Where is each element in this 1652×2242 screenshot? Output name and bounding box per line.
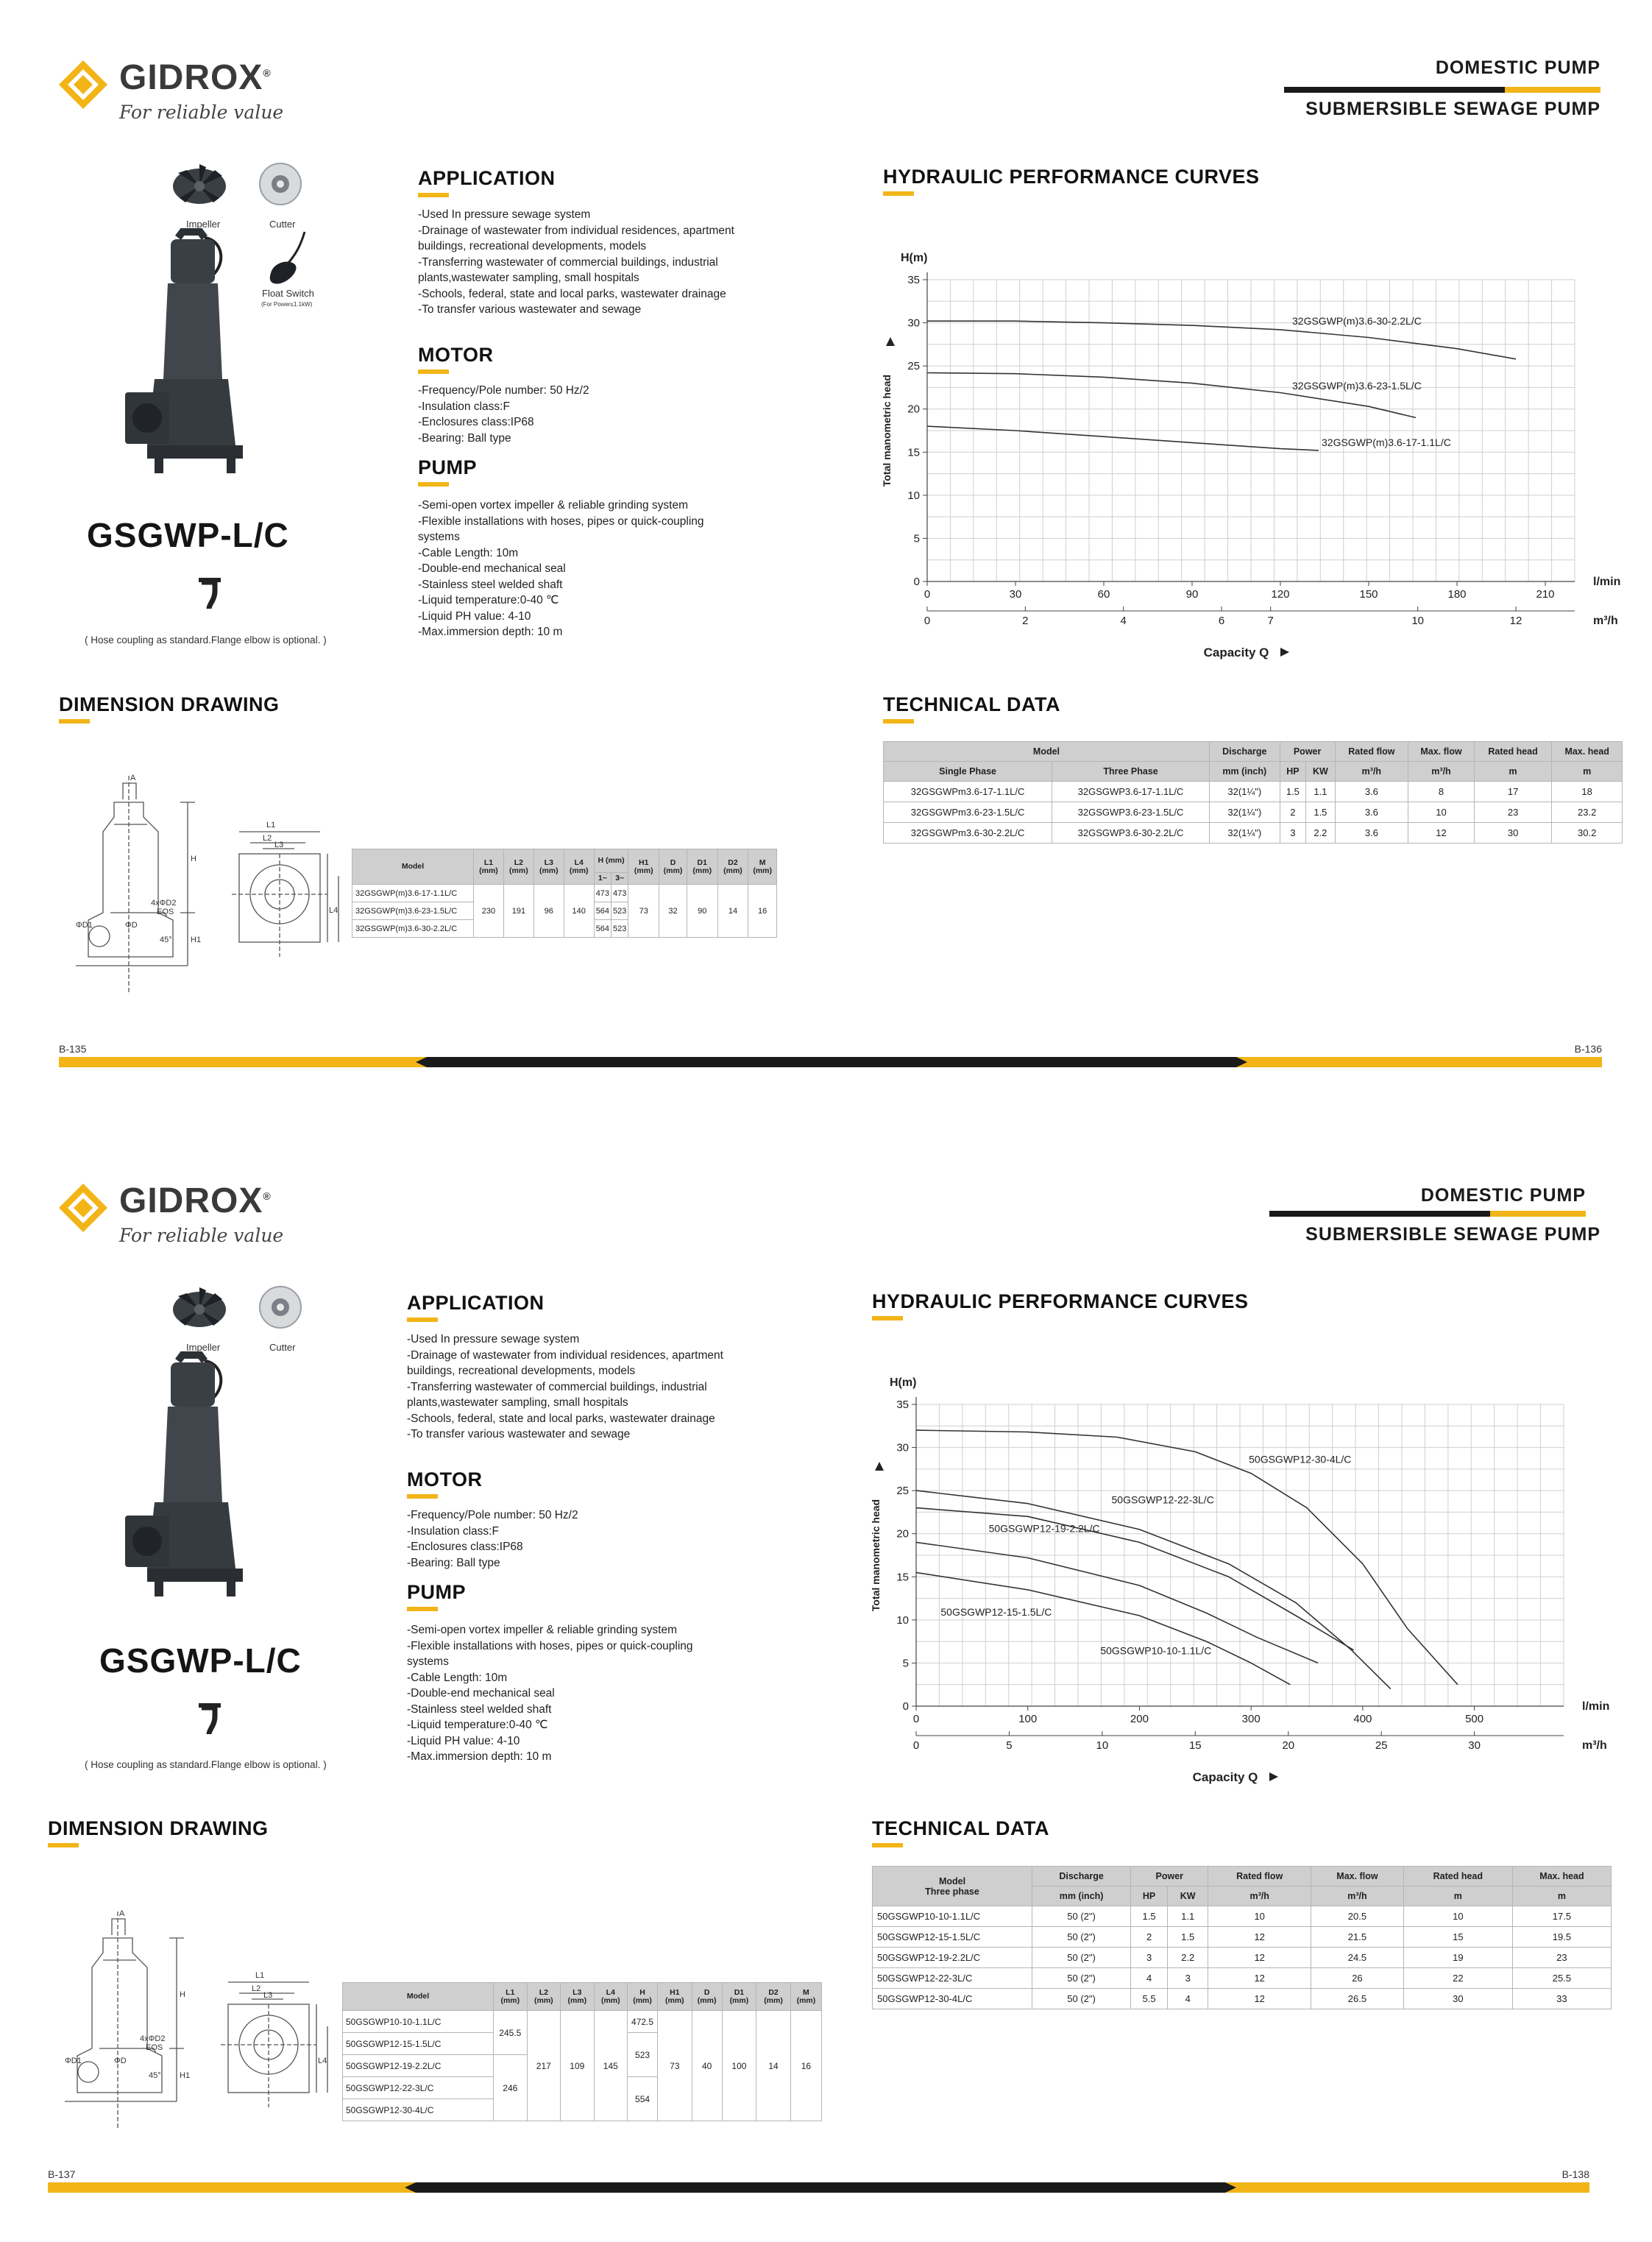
col-h: H (mm) (628, 1983, 658, 2011)
header-divider (1269, 1211, 1586, 1217)
brand-tagline: For reliable value (119, 1225, 284, 1246)
dim-label-d1: ΦD1 (76, 921, 93, 930)
motor-underline (418, 369, 449, 374)
dimension-table (352, 849, 777, 938)
table-row: 50GSGWP10-10-1.1L/C 245.5 217 109 145 472.5 73 40 100 14 16 (343, 2011, 822, 2033)
x-arrow-icon (1269, 1772, 1278, 1781)
x-tick-label: 100 (1018, 1713, 1038, 1725)
motor-list: -Frequency/Pole number: 50 Hz/2 -Insulation class:F -Enclosures class:IP68 -Bearing: Ball type (407, 1509, 578, 1569)
header-subcategory: SUBMERSIBLE SEWAGE PUMP (1305, 1224, 1600, 1245)
x-tick-label: 300 (1241, 1713, 1261, 1725)
impeller-image (171, 1284, 228, 1330)
motor-list: -Frequency/Pole number: 50 Hz/2 -Insulation class:F -Enclosures class:IP68 -Bearing: Ball type (418, 384, 589, 445)
page-number-left: B-137 (48, 2168, 76, 2180)
y-tick-label: 25 (896, 1485, 909, 1498)
col-l1: L1 (mm) (494, 1983, 528, 2011)
dim-label-l4: L4 (329, 906, 338, 915)
col-l1: L1 (mm) (474, 849, 504, 885)
dim-label-deg: 45° (149, 2071, 161, 2080)
col-d1: D1 (mm) (687, 849, 717, 885)
series-label: 50GSGWP12-15-1.5L/C (940, 1606, 1052, 1618)
dim-label-d1: ΦD1 (65, 2057, 82, 2065)
header-category: DOMESTIC PUMP (1420, 1185, 1586, 1206)
x-axis-title: Capacity Q (1192, 1770, 1258, 1784)
y-axis-title: Total manometric head (870, 1499, 882, 1612)
dim-label-l4: L4 (318, 2057, 327, 2065)
motor-heading: MOTOR (407, 1468, 483, 1490)
model-title: GSGWP-L/C (99, 1641, 302, 1680)
header-category: DOMESTIC PUMP (1435, 57, 1600, 78)
table-row: 32GSGWP(m)3.6-17-1.1L/C 230 191 96 140 473 473 73 32 90 14 16 (352, 885, 777, 902)
chart-group (870, 1376, 1609, 1784)
col-m: M (mm) (748, 849, 777, 885)
dimension-heading: DIMENSION DRAWING (59, 693, 280, 715)
float-switch-image (266, 232, 309, 289)
techdata-heading: TECHNICAL DATA (883, 693, 1060, 715)
x2-tick-label: 12 (1509, 615, 1522, 627)
x-tick-label: 150 (1359, 588, 1378, 601)
cutter-image (258, 161, 303, 207)
col-h1: H1 (mm) (658, 1983, 692, 2011)
application-underline (407, 1318, 438, 1322)
x-arrow-icon (1280, 648, 1289, 657)
hose-coupling-icon (199, 578, 225, 610)
x-tick-label: 90 (1185, 588, 1199, 601)
x2-tick-label: 20 (1282, 1739, 1295, 1752)
col-model: Model (343, 1983, 494, 2011)
model-title: GSGWP-L/C (87, 516, 289, 554)
dim-label-l3: L3 (274, 841, 284, 849)
x2-tick-label: 10 (1096, 1739, 1109, 1752)
col-l4: L4 (mm) (594, 1983, 627, 2011)
series-label: 32GSGWP(m)3.6-17-1.1L/C (1322, 436, 1451, 449)
pump-heading: PUMP (407, 1581, 467, 1603)
dimension-table (342, 1982, 822, 2121)
application-underline (418, 193, 449, 197)
x2-tick-label: 4 (1120, 615, 1127, 627)
y-tick-label: 25 (907, 360, 920, 373)
series-line (916, 1572, 1290, 1684)
y-tick-label: 20 (907, 403, 920, 416)
page-number-right: B-138 (1561, 2168, 1589, 2180)
application-heading: APPLICATION (418, 167, 556, 189)
col-l2: L2 (mm) (503, 849, 533, 885)
table-row: 50GSGWP12-30-4L/C (343, 2099, 822, 2121)
x-unit-label: l/min (1593, 576, 1621, 588)
col-model: Model (352, 849, 474, 885)
cutter-image (258, 1284, 303, 1330)
impeller-label: Impeller (186, 219, 221, 230)
table-row: 32GSGWP(m)3.6-23-1.5L/C 564 523 (352, 902, 777, 920)
dim-label-l1: L1 (266, 821, 276, 830)
col-h-single: 1~ (594, 873, 611, 885)
y-unit-label: H(m) (901, 252, 928, 264)
table-row: 50GSGWP10-10-1.1L/C 50 (2") 1.5 1.1 10 20.5 10 17.5 (873, 1906, 1612, 1927)
y-tick-label: 30 (896, 1441, 909, 1454)
pump-list: -Semi-open vortex impeller & reliable grinding system -Flexible installations with hoses, pipes or quick-coupling systems -Cable Length: 10m -Double-end mechanical seal -Stainless steel welded shaft -Liquid temperature:0-40 ℃ -Liquid PH value: 4-10 -Max.immersion depth: 10 m (407, 1624, 693, 1763)
chart-group (881, 252, 1620, 659)
dim-label-d: ΦD (114, 2057, 127, 2065)
col-m: M (mm) (790, 1983, 821, 2011)
footer-bar (48, 2182, 1589, 2193)
technical-data-table: Model Three phase Discharge Power Rated flow Max. flow Rated head Max. head mm (inch) HP KW m³/h m³/h m m 50GSGWP10-10-1.1L/C 50 (2") 1.5 1.1 10 20.5 10 17.5 50GSGWP12-15-1.5L/C 50 (2") 2 1.5 12 21.5 15 19.5 50GSGWP12-19-2.2L/C 50 (2") 3 2.2 12 24.5 19 23 50GSGWP12-22-3L/C 50 (2") 4 3 12 26 22 25.5 50GSGWP12-30-4L/C 50 (2") 5.5 4 12 26.5 30 33 (872, 1866, 1612, 2009)
curves-underline (872, 1316, 903, 1320)
table-row: 32GSGWP(m)3.6-30-2.2L/C 564 523 (352, 920, 777, 938)
x-tick-label: 60 (1097, 588, 1110, 601)
x2-tick-label: 5 (1006, 1739, 1013, 1752)
techdata-heading: TECHNICAL DATA (872, 1817, 1049, 1839)
pump-image (125, 1355, 265, 1605)
dim-label-a: A (130, 774, 136, 782)
x-tick-label: 120 (1271, 588, 1290, 601)
dimension-underline (59, 719, 90, 724)
catalog-spread-2 (0, 1121, 1652, 2242)
application-heading: APPLICATION (407, 1292, 545, 1314)
col-d: D (mm) (692, 1983, 722, 2011)
dim-label-deg: 45° (160, 936, 172, 944)
col-d: D (mm) (659, 849, 687, 885)
col-h-three: 3~ (611, 873, 628, 885)
col-h: H (mm) (594, 849, 628, 873)
col-l4: L4 (mm) (564, 849, 594, 885)
brand-name: GIDROX® (119, 58, 272, 97)
dim-label-d2: 4xΦD2 (140, 2034, 166, 2043)
x-tick-label: 0 (924, 588, 931, 601)
series-line (927, 321, 1516, 359)
y-arrow-icon (875, 1462, 884, 1471)
col-l3: L3 (mm) (533, 849, 564, 885)
dimension-drawing (59, 1909, 338, 2129)
col-d1: D1 (mm) (722, 1983, 756, 2011)
x-tick-label: 200 (1130, 1713, 1149, 1725)
x2-tick-label: 6 (1218, 615, 1225, 627)
dim-label-h1: H1 (191, 936, 202, 944)
table-row: 32GSGWPm3.6-23-1.5L/C 32GSGWP3.6-23-1.5L/C 32(1¼") 2 1.5 3.6 10 23 23.2 (884, 802, 1623, 823)
x2-unit-label: m³/h (1593, 615, 1618, 627)
x-unit-label: l/min (1582, 1700, 1610, 1713)
table-row: 50GSGWP12-22-3L/C 50 (2") 4 3 12 26 22 25.5 (873, 1968, 1612, 1989)
y-tick-label: 15 (907, 446, 920, 459)
cutter-label: Cutter (269, 1342, 296, 1353)
dim-label-d: ΦD (125, 921, 138, 930)
y-arrow-icon (886, 337, 895, 346)
dim-label-h: H (191, 855, 196, 863)
series-label: 50GSGWP10-10-1.1L/C (1100, 1644, 1212, 1657)
dimension-heading: DIMENSION DRAWING (48, 1817, 269, 1839)
pump-list: -Semi-open vortex impeller & reliable grinding system -Flexible installations with hoses, pipes or quick-coupling systems -Cable Length: 10m -Double-end mechanical seal -Stainless steel welded shaft -Liquid temperature:0-40 ℃ -Liquid PH value: 4-10 -Max.immersion depth: 10 m (418, 499, 704, 638)
y-tick-label: 0 (902, 1700, 909, 1713)
x2-tick-label: 10 (1411, 615, 1425, 627)
table-row: 32GSGWPm3.6-17-1.1L/C 32GSGWP3.6-17-1.1L/C 32(1¼") 1.5 1.1 3.6 8 17 18 (884, 782, 1623, 802)
dim-label-h: H (180, 1990, 185, 1999)
hose-coupling-icon (199, 1703, 225, 1736)
float-switch-label: Float Switch (262, 288, 314, 299)
coupling-note: ( Hose coupling as standard.Flange elbow is optional. ) (85, 634, 327, 646)
table-row: 32GSGWPm3.6-30-2.2L/C 32GSGWP3.6-30-2.2L/C 32(1¼") 3 2.2 3.6 12 30 30.2 (884, 823, 1623, 844)
product-image-area (110, 158, 346, 504)
brand-name: GIDROX® (119, 1181, 272, 1220)
x-tick-label: 180 (1447, 588, 1467, 601)
x2-unit-label: m³/h (1582, 1739, 1607, 1752)
pump-heading: PUMP (418, 456, 478, 478)
table-row: 50GSGWP12-19-2.2L/C 50 (2") 3 2.2 12 24.5 19 23 (873, 1948, 1612, 1968)
brand-tagline: For reliable value (119, 102, 284, 123)
motor-underline (407, 1494, 438, 1499)
col-d2: D2 (mm) (756, 1983, 791, 2011)
series-label: 32GSGWP(m)3.6-23-1.5L/C (1292, 379, 1422, 392)
series-label: 50GSGWP12-30-4L/C (1249, 1453, 1352, 1465)
y-tick-label: 20 (896, 1527, 909, 1541)
curves-underline (883, 191, 914, 196)
dimension-drawing (70, 773, 350, 994)
performance-chart (868, 221, 1621, 662)
series-label: 50GSGWP12-19-2.2L/C (988, 1522, 1100, 1535)
x-tick-label: 500 (1465, 1713, 1484, 1725)
dim-label-l2: L2 (252, 1984, 261, 1993)
dim-label-h1: H1 (180, 2071, 191, 2080)
y-tick-label: 0 (913, 576, 920, 588)
y-tick-label: 35 (896, 1398, 909, 1411)
curves-heading: HYDRAULIC PERFORMANCE CURVES (883, 166, 1260, 188)
y-tick-label: 5 (902, 1657, 909, 1670)
pump-underline (418, 482, 449, 487)
y-tick-label: 30 (907, 317, 920, 330)
y-tick-label: 5 (913, 532, 920, 545)
dim-label-l1: L1 (255, 1971, 265, 1980)
table-row: 50GSGWP12-15-1.5L/C 523 (343, 2033, 822, 2055)
performance-chart (857, 1345, 1610, 1787)
gidrox-logo-icon (57, 59, 109, 110)
impeller-image (171, 161, 228, 207)
series-line (927, 426, 1319, 450)
x-tick-label: 400 (1353, 1713, 1372, 1725)
table-row: 50GSGWP12-22-3L/C 554 (343, 2077, 822, 2099)
coupling-note: ( Hose coupling as standard.Flange elbow is optional. ) (85, 1759, 327, 1770)
y-tick-label: 35 (907, 274, 920, 286)
x2-tick-label: 15 (1188, 1739, 1202, 1752)
techdata-underline (883, 719, 914, 724)
dim-label-d2: 4xΦD2 (151, 899, 177, 908)
x2-tick-label: 30 (1468, 1739, 1481, 1752)
techdata-underline (872, 1843, 903, 1847)
x-tick-label: 30 (1009, 588, 1022, 601)
motor-heading: MOTOR (418, 344, 494, 366)
page-number-left: B-135 (59, 1043, 87, 1055)
application-list: -Used In pressure sewage system -Drainage of wastewater from individual residences, apartment buildings, recreational developments, models -Transferring wastewater of commercial buildings, industrial plants,wastewater sampling, small hospitals -Schools, federal, state and local parks, wastewater drainage -To transfer various wastewater and sewage (418, 208, 734, 316)
table-row: 50GSGWP12-30-4L/C 50 (2") 5.5 4 12 26.5 30 33 (873, 1989, 1612, 2009)
curves-heading: HYDRAULIC PERFORMANCE CURVES (872, 1290, 1249, 1312)
dim-label-l2: L2 (263, 834, 272, 843)
col-d2: D2 (mm) (717, 849, 748, 885)
gidrox-logo-icon (57, 1182, 109, 1234)
x2-tick-label: 0 (924, 615, 931, 627)
series-label: 32GSGWP(m)3.6-30-2.2L/C (1292, 314, 1422, 327)
series-label: 50GSGWP12-22-3L/C (1111, 1493, 1214, 1506)
x2-tick-label: 0 (912, 1739, 920, 1752)
cutter-label: Cutter (269, 219, 296, 230)
y-axis-title: Total manometric head (881, 374, 893, 487)
y-tick-label: 15 (896, 1571, 909, 1584)
x-tick-label: 0 (912, 1713, 920, 1725)
dim-label-l3: L3 (263, 1991, 273, 2000)
x2-tick-label: 25 (1375, 1739, 1388, 1752)
y-tick-label: 10 (896, 1613, 909, 1627)
col-l2: L2 (mm) (527, 1983, 560, 2011)
product-image-area (110, 1281, 346, 1627)
pump-image (125, 232, 265, 482)
col-l3: L3 (mm) (561, 1983, 594, 2011)
x2-tick-label: 7 (1267, 615, 1274, 627)
series-line (916, 1508, 1354, 1650)
dim-label-eqs: EQS (146, 2043, 163, 2052)
table-row: 50GSGWP12-19-2.2L/C 246 (343, 2055, 822, 2077)
dimension-underline (48, 1843, 79, 1847)
x2-tick-label: 2 (1022, 615, 1029, 627)
table-row: 50GSGWP12-15-1.5L/C 50 (2") 2 1.5 12 21.5 15 19.5 (873, 1927, 1612, 1948)
header-divider (1284, 87, 1600, 93)
page-number-right: B-136 (1574, 1043, 1602, 1055)
x-axis-title: Capacity Q (1203, 646, 1269, 659)
y-unit-label: H(m) (890, 1376, 917, 1389)
application-list: -Used In pressure sewage system -Drainage of wastewater from individual residences, apartment buildings, recreational developments, models -Transferring wastewater of commercial buildings, industrial plants,wastewater sampling, small hospitals -Schools, federal, state and local parks, wastewater drainage -To transfer various wastewater and sewage (407, 1333, 723, 1440)
technical-data-table: Model Discharge Power Rated flow Max. flow Rated head Max. head Single Phase Three Phase mm (inch) HP KW m³/h m³/h m m 32GSGWPm3.6-17-1.1L/C 32GSGWP3.6-17-1.1L/C 32(1¼") 1.5 1.1 3.6 8 17 18 32GSGWPm3.6-23-1.5L/C 32GSGWP3.6-23-1.5L/C 32(1¼") 2 1.5 3.6 10 23 23.2 32GSGWPm3.6-30-2.2L/C 32GSGWP3.6-30-2.2L/C 32(1¼") 3 2.2 3.6 12 30 30.2 (883, 741, 1623, 844)
y-tick-label: 10 (907, 489, 920, 502)
dim-label-eqs: EQS (157, 908, 174, 916)
x-tick-label: 210 (1536, 588, 1555, 601)
impeller-label: Impeller (186, 1342, 221, 1353)
float-switch-note: (For Power≤1.1kW) (261, 301, 313, 308)
col-h1: H1 (mm) (628, 849, 659, 885)
footer-bar (59, 1057, 1602, 1067)
pump-underline (407, 1607, 438, 1611)
header-subcategory: SUBMERSIBLE SEWAGE PUMP (1305, 99, 1600, 119)
dim-label-a: A (119, 1909, 125, 1918)
